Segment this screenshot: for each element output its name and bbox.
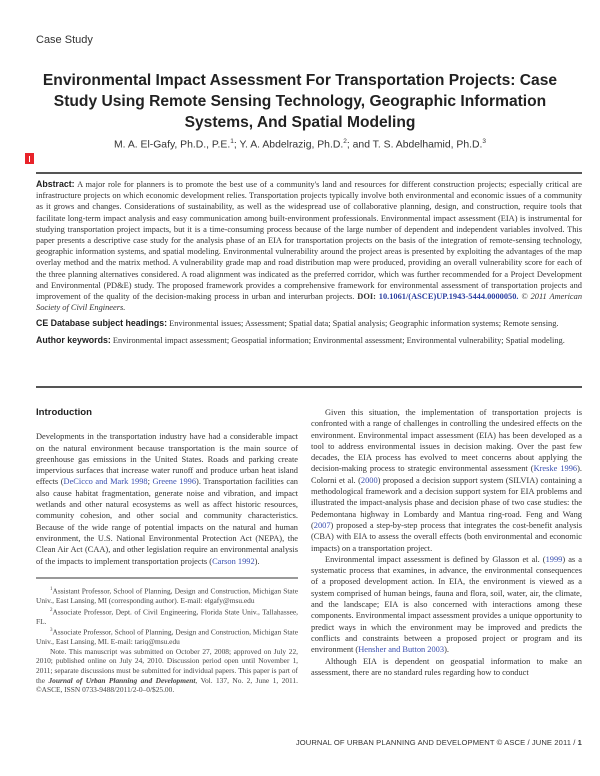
body-text: ) proposed a decision support system (SILVIA) containing a methodological framework and a decision support system for EIA problems and illustrated the impact-analysis phase and decision phase of two case studies: the Pedemontana highway in Lombardy and Mantua ring-road. Feng and Wang ( xyxy=(311,475,582,530)
author-keywords xyxy=(36,335,582,346)
abstract-paragraph xyxy=(36,179,582,313)
author-affiliation-ref[interactable]: 2 xyxy=(343,138,347,145)
right-column xyxy=(311,407,582,678)
author-affiliation-ref[interactable]: 1 xyxy=(230,138,234,145)
note-text: , Vol. 137, No. 2, June 1, 2011. ©ASCE, ISSN 0733-9488/2011/2-0–0/$25.00. xyxy=(36,675,298,695)
footnotes xyxy=(36,585,298,695)
citation-link[interactable]: Kreske 1996 xyxy=(533,464,578,474)
manuscript-note xyxy=(36,647,298,695)
footnote-rule xyxy=(36,577,298,579)
body-text: ) as a systematic process that examines, in advance, the environmental consequences of a proposed development action. In EIA, the environment is viewed as a system comprised of human beings, fauna and flora, soil, water, air, the climate, and the landscape; EIA is also concerned with interactions among these components. Environmental impact assessment provides a unique opportunity to predict ways in which the environment may be improved and predicts the conflicts and constraints between a proposed project or program and its environment ( xyxy=(311,554,582,655)
body-text: Environmental impact assessment is defined by Glasson et al. ( xyxy=(325,554,546,564)
section-heading-introduction: Introduction xyxy=(36,407,92,418)
abstract-section xyxy=(36,179,582,351)
author-name: T. S. Abdelhamid, Ph.D. xyxy=(372,139,483,151)
citation-link[interactable]: DeCicco and Mark 1998 xyxy=(63,477,148,487)
body-paragraph: Although EIA is dependent on geospatial information to make an assessment, there are no standard rules regarding how to conduct xyxy=(311,656,582,677)
citation-link[interactable]: 2007 xyxy=(313,520,331,530)
citation-link[interactable]: Carson 1992 xyxy=(212,556,255,566)
footnote-marker: 3 xyxy=(50,628,53,634)
citation-link[interactable]: Greene 1996 xyxy=(152,477,197,487)
body-text: ). Transportation facilities can also cause habitat fragmentation, generate noise and vibration, and impact wetlands and other natural ecosystems as well as affect historic resources, community cohesion, and other social and community characteristics. Because of the wide range of potential impacts on the natural and human environment, the U.S. National Environmental Protection Act (NEPA), the Clean Air Act (CAA), and other legislation require an environmental analysis of the impacts to implement transportation projects ( xyxy=(36,477,298,566)
citation-link[interactable]: 2000 xyxy=(360,475,378,485)
abstract-text: A major role for planners is to promote the best use of a community's land and resources for different construction projects; especially critical are infrastructure projects on which economic development relies. Transportation projects typically involve both environmental and economic issues of a community as it grows and changes. Considerations of sustainability, as well as the widespread use of collaborative planning, design, and construction, require tools that facilitate long-term impact analysis and easy communication among built-environment professionals. Environmental impact assessment (EIA) is instrumental for studying transportation project impacts, but it is a time-consuming process because of the large number of dependent and independent variables involved. This paper presents a descriptive case study for the analysis phase of an EIA for transportation projects on the basis of the integration of remote-sensing technology, geographic information systems, and spatial modeling. Environmental vulnerability around the project areas is presented by exploiting the advantages of the map overlay method and the matrix method. A vulnerability grade map and road distribution map were produced, providing an overall vulnerability score for each of the three planning alternatives considered. A road alignment was indicated as the preferred corridor, which was further recommended for a Project Development and Environmental (PD&E) study. The proposed framework provides a comprehensive framework for environmental assessment of transportation projects and improvement of the quality of the decision-making process in urban and interurban projects. xyxy=(36,180,582,302)
article-type-label: Case Study xyxy=(36,34,93,46)
citation-link[interactable]: Hensher and Button 2003 xyxy=(358,645,445,655)
body-text: ). xyxy=(254,556,260,566)
body-text: ; xyxy=(147,477,153,487)
subject-headings xyxy=(36,318,582,329)
subject-headings-text: Environmental issues; Assessment; Spatial data; Spatial analysis; Geographic information systems; Remote sensing. xyxy=(169,319,559,329)
footnote xyxy=(36,626,298,647)
footnote-marker: 1 xyxy=(50,586,53,592)
body-text: ). xyxy=(444,645,449,655)
body-paragraph xyxy=(36,431,298,567)
author-affiliation-ref[interactable]: 3 xyxy=(482,138,487,145)
body-text: ). Colorni et al. ( xyxy=(311,464,582,485)
footnote-marker: 2 xyxy=(50,607,53,613)
copyright-notice: © 2011 American Society of Civil Engineers. xyxy=(36,292,583,313)
body-paragraph xyxy=(311,407,582,554)
body-text: ) proposed a step-by-step process that integrates the cost-benefit analysis (CBA) with EIA to assess the overall effects (both environmental and economic impacts) on a transportation project. xyxy=(311,520,582,553)
subject-headings-label: CE Database subject headings: xyxy=(36,318,168,329)
abstract-bottom-rule xyxy=(36,386,582,388)
page-footer xyxy=(296,738,582,747)
page-number: 1 xyxy=(577,738,582,747)
body-paragraph xyxy=(311,554,582,656)
author-keywords-label: Author keywords: xyxy=(36,334,111,345)
author-name: M. A. El-Gafy, Ph.D., P.E. xyxy=(113,139,231,151)
citation-link[interactable]: 1999 xyxy=(545,554,563,564)
note-text: Note. This manuscript was submitted on October 27, 2008; approved on July 22, 2010; published online on July 24, 2010. Discussion period open until November 1, 2011; separate discussions must be submitted for individual papers. This paper is part of the xyxy=(36,646,298,685)
doi-label: DOI: xyxy=(357,292,376,302)
body-text: Given this situation, the implementation of transportation projects is confronted with a range of challenges in controlling the undesired effects on the environment. Environmental impact assessment (EIA) has been developed as a tool to address environmental issues in decision making. Over the past few decades, the EIA process has evolved to meet concerns about applying the decision-making process to strategic environmental assessment ( xyxy=(311,408,582,474)
doi-link[interactable]: 10.1061/(ASCE)UP.1943-5444.0000050. xyxy=(378,292,519,302)
footnote xyxy=(36,606,298,627)
footnote-text: Associate Professor, Dept. of Civil Engineering, Florida State Univ., Tallahassee, FL. xyxy=(36,606,298,626)
journal-name: Journal of Urban Planning and Development xyxy=(48,675,196,685)
author-list xyxy=(40,138,560,150)
author-separator: ; xyxy=(233,139,240,151)
article-title: Environmental Impact Assessment For Transportation Projects: Case Study Using Remote Sensing Technology, Geographic Information Systems, And Spatial Modeling xyxy=(42,72,558,131)
footnote xyxy=(36,585,298,606)
author-separator: ; and xyxy=(346,139,373,151)
left-column xyxy=(36,407,298,695)
footnote-text: Assistant Professor, School of Planning, Design and Construction, Michigan State Univ., East Lansing, MI (corresponding author). E-mail: elgafy@msu.edu xyxy=(36,586,298,605)
crossmark-icon[interactable] xyxy=(25,153,34,164)
abstract-top-rule xyxy=(36,172,582,174)
running-title: JOURNAL OF URBAN PLANNING AND DEVELOPMENT © ASCE / JUNE 2011 / xyxy=(295,738,578,747)
abstract-label: Abstract: xyxy=(36,179,75,189)
body-text: Developments in the transportation industry have had a considerable impact on the natural environment because transportation is the main source of greenhouse gas emissions in the United States. Roads and parking create impervious surfaces that increase water runoff and produce urban heat island effects ( xyxy=(36,432,298,487)
author-keywords-text: Environmental impact assessment; Geospatial information; Environmental assessment; Environmental vulnerability; Spatial modeling. xyxy=(112,335,565,345)
author-name: Y. A. Abdelrazig, Ph.D. xyxy=(239,139,344,151)
footnote-text: Associate Professor, School of Planning, Design and Construction, Michigan State Univ., East Lansing, MI. E-mail: tariq@msu.edu xyxy=(36,627,298,647)
